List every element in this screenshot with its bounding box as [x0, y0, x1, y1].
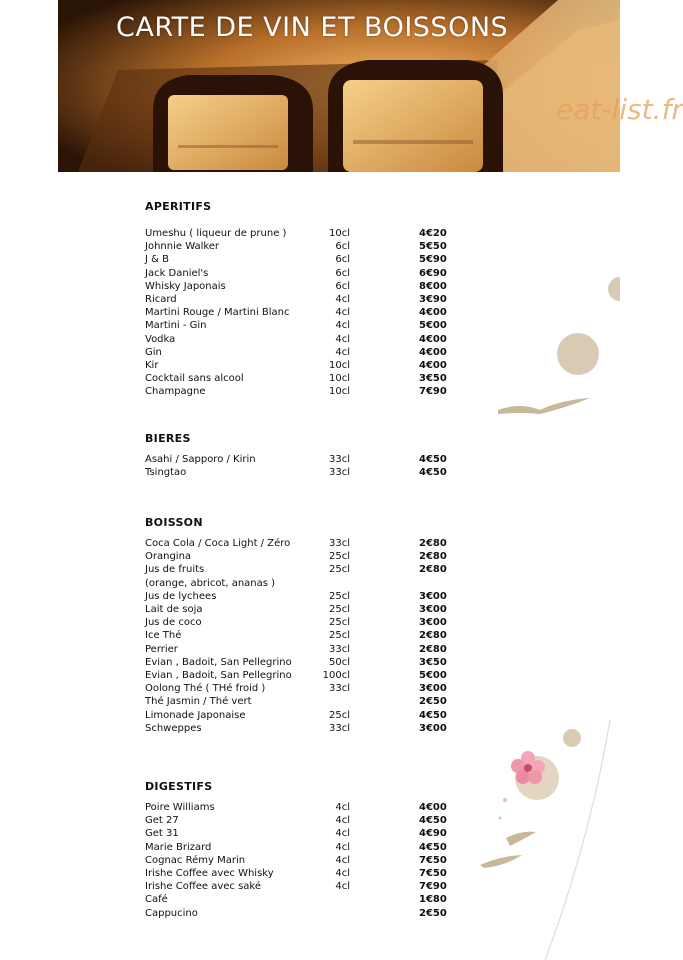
- item-volume: 4cl: [335, 294, 350, 305]
- menu-item-row: [145, 333, 455, 346]
- item-volume: 25cl: [328, 564, 350, 576]
- menu-item-row: [145, 893, 455, 906]
- menu-item-row: [145, 709, 455, 722]
- item-price: 4€00: [419, 346, 447, 358]
- menu-item-row: [145, 682, 455, 695]
- item-volume: 4cl: [335, 815, 350, 827]
- item-price: 5€90: [419, 254, 447, 266]
- menu-item-row: [145, 841, 455, 854]
- item-price: 2€50: [419, 696, 447, 708]
- menu-item-row: [145, 306, 455, 319]
- item-name: Umeshu ( liqueur de prune ): [145, 228, 287, 239]
- item-name: Perrier: [145, 643, 178, 655]
- menu-item-row: [145, 267, 455, 280]
- menu-item-row: [145, 319, 455, 332]
- item-name: Vodka: [145, 333, 176, 345]
- item-name: Lait de soja: [145, 604, 203, 615]
- item-volume: 6cl: [335, 267, 350, 279]
- menu-item-row: [145, 577, 455, 590]
- item-price: 4€50: [419, 467, 447, 479]
- section-title: BOISSON: [145, 516, 203, 529]
- item-volume: 10cl: [328, 386, 350, 398]
- item-name: Johnnie Walker: [145, 241, 220, 253]
- item-volume: 50cl: [328, 656, 350, 668]
- item-price: 4€50: [419, 815, 447, 827]
- item-name: Ice Thé: [145, 630, 182, 642]
- item-price: 7€90: [419, 881, 447, 893]
- item-price: 2€80: [419, 630, 447, 642]
- item-name: Coca Cola / Coca Light / Zéro: [145, 538, 291, 549]
- menu-item-row: [145, 240, 455, 253]
- item-price: 3€00: [419, 604, 447, 615]
- item-volume: 4cl: [335, 333, 350, 345]
- menu-item-row: [145, 867, 455, 880]
- item-price: 4€50: [419, 841, 447, 853]
- item-price: 3€00: [419, 590, 447, 602]
- item-name: Jus de coco: [145, 617, 202, 629]
- header-banner: [58, 0, 683, 172]
- item-price: 3€00: [419, 722, 447, 734]
- item-price: 2€80: [419, 564, 447, 576]
- item-price: 4€00: [419, 333, 447, 345]
- menu-item-row: [145, 616, 455, 629]
- decor-leaf: [506, 832, 536, 846]
- item-volume: 25cl: [328, 630, 350, 642]
- item-volume: 10cl: [328, 373, 350, 385]
- item-name: Orangina: [145, 551, 192, 563]
- watermark-logo: eat-list.fr: [556, 93, 683, 126]
- item-volume: 6cl: [335, 241, 350, 253]
- item-volume: 6cl: [335, 280, 350, 292]
- menu-item-row: [145, 854, 455, 867]
- menu-item-row: [145, 656, 455, 669]
- item-name: Cocktail sans alcool: [145, 373, 244, 385]
- item-name: Thé Jasmin / Thé vert: [145, 696, 252, 708]
- item-volume: 25cl: [328, 551, 350, 563]
- item-price: 5€50: [419, 241, 447, 253]
- section-title: BIERES: [145, 432, 191, 445]
- item-name: Jack Daniel's: [145, 267, 209, 279]
- item-name: Evian , Badoit, San Pellegrino: [145, 656, 292, 668]
- item-name: Ricard: [145, 294, 177, 305]
- item-volume: 4cl: [335, 320, 350, 332]
- menu-item-row: [145, 372, 455, 385]
- menu-item-row: [145, 346, 455, 359]
- item-price: 3€50: [419, 373, 447, 385]
- item-volume: 25cl: [328, 604, 350, 615]
- item-name: J & B: [145, 254, 169, 266]
- item-volume: 33cl: [328, 454, 350, 465]
- item-name: Whisky Japonais: [145, 280, 226, 292]
- menu-item-row: [145, 563, 455, 576]
- menu-item-row: [145, 590, 455, 603]
- item-price: 2€80: [419, 643, 447, 655]
- item-volume: 4cl: [335, 802, 350, 813]
- item-price: 2€50: [419, 907, 447, 919]
- menu-item-row: [145, 629, 455, 642]
- menu-item-row: [145, 801, 455, 814]
- menu-item-row: [145, 880, 455, 893]
- item-volume: 4cl: [335, 881, 350, 893]
- menu-item-row: [145, 359, 455, 372]
- item-name: Get 31: [145, 828, 179, 840]
- menu-item-row: [145, 227, 455, 240]
- item-price: 7€90: [419, 386, 447, 398]
- item-name: Kir: [145, 360, 159, 371]
- decor-circle-medium: [557, 333, 599, 375]
- menu-item-row: [145, 453, 455, 466]
- menu-item-row: [145, 603, 455, 616]
- item-name: Oolong Thé ( THé froid ): [145, 683, 266, 695]
- item-volume: 33cl: [328, 722, 350, 734]
- decor-brush-stroke: [498, 398, 590, 414]
- item-volume: 6cl: [335, 254, 350, 266]
- item-volume: 4cl: [335, 828, 350, 840]
- item-name: Marie Brizard: [145, 841, 212, 853]
- item-price: 5€00: [419, 670, 447, 681]
- item-price: 3€50: [419, 656, 447, 668]
- item-volume: 33cl: [328, 467, 350, 479]
- item-name: Get 27: [145, 815, 179, 827]
- decor-leaf-2: [480, 855, 522, 868]
- section-title: APERITIFS: [145, 200, 212, 213]
- item-price: 5€00: [419, 320, 447, 332]
- item-name: Café: [145, 894, 168, 906]
- item-price: 7€50: [419, 868, 447, 879]
- menu-item-row: [145, 695, 455, 708]
- menu-item-row: [145, 466, 455, 479]
- menu-item-row: [145, 722, 455, 735]
- item-price: 1€80: [419, 894, 447, 906]
- item-volume: 33cl: [328, 643, 350, 655]
- menu-item-row: [145, 385, 455, 398]
- item-name: Limonade Japonaise: [145, 709, 246, 721]
- item-name: Schweppes: [145, 722, 202, 734]
- item-name: Gin: [145, 346, 162, 358]
- item-volume: 100cl: [322, 670, 350, 681]
- menu-item-row: [145, 669, 455, 682]
- menu-item-row: [145, 550, 455, 563]
- item-name: Champagne: [145, 386, 206, 398]
- item-volume: 4cl: [335, 346, 350, 358]
- item-price: 8€00: [419, 280, 447, 292]
- item-name: Jus de fruits: [145, 564, 205, 576]
- item-price: 2€80: [419, 538, 447, 549]
- item-price: 4€00: [419, 307, 447, 319]
- item-volume: 25cl: [328, 590, 350, 602]
- item-price: 4€50: [419, 454, 447, 465]
- item-volume: 33cl: [328, 538, 350, 549]
- menu-item-row: [145, 280, 455, 293]
- item-name: Jus de lychees: [145, 590, 217, 602]
- item-volume: 4cl: [335, 841, 350, 853]
- menu-item-row: [145, 814, 455, 827]
- item-name: (orange, abricot, ananas ): [145, 577, 276, 589]
- item-price: 3€90: [419, 294, 447, 305]
- menu-item-row: [145, 537, 455, 550]
- item-volume: 4cl: [335, 854, 350, 866]
- item-price: 2€80: [419, 551, 447, 563]
- item-name: Irishe Coffee avec saké: [145, 881, 261, 893]
- menu-item-row: [145, 827, 455, 840]
- page-title: CARTE DE VIN ET BOISSONS: [116, 12, 509, 43]
- item-volume: 4cl: [335, 307, 350, 319]
- item-name: Asahi / Sapporo / Kirin: [145, 454, 256, 465]
- item-volume: 10cl: [328, 360, 350, 371]
- item-volume: 25cl: [328, 617, 350, 629]
- cherry-blossom-icon: [511, 751, 545, 784]
- item-volume: 33cl: [328, 683, 350, 695]
- item-price: 4€20: [419, 228, 447, 239]
- item-name: Cognac Rémy Marin: [145, 854, 246, 866]
- item-price: 6€90: [419, 267, 447, 279]
- item-volume: 10cl: [328, 228, 350, 239]
- section-title: DIGESTIFS: [145, 780, 213, 793]
- item-volume: 25cl: [328, 709, 350, 721]
- menu-item-row: [145, 253, 455, 266]
- item-volume: 4cl: [335, 868, 350, 879]
- decor-circle-small: [608, 277, 632, 301]
- decor-curve-line: [545, 720, 610, 960]
- item-name: Martini - Gin: [145, 320, 207, 332]
- decor-circle-tiny: [563, 729, 581, 747]
- menu-item-row: [145, 293, 455, 306]
- decor-circle-blossom-bg: [515, 756, 559, 800]
- item-name: Irishe Coffee avec Whisky: [145, 868, 274, 879]
- item-price: 7€50: [419, 854, 447, 866]
- item-name: Poire Williams: [145, 802, 215, 813]
- item-name: Tsingtao: [145, 467, 187, 479]
- menu-item-row: [145, 643, 455, 656]
- item-price: 3€00: [419, 617, 447, 629]
- item-name: Martini Rouge / Martini Blanc: [145, 307, 290, 319]
- item-price: 4€00: [419, 802, 447, 813]
- item-price: 4€00: [419, 360, 447, 371]
- item-price: 3€00: [419, 683, 447, 695]
- item-name: Evian , Badoit, San Pellegrino: [145, 670, 292, 681]
- item-name: Cappucino: [145, 907, 198, 919]
- menu-item-row: [145, 907, 455, 920]
- item-price: 4€50: [419, 709, 447, 721]
- item-price: 4€90: [419, 828, 447, 840]
